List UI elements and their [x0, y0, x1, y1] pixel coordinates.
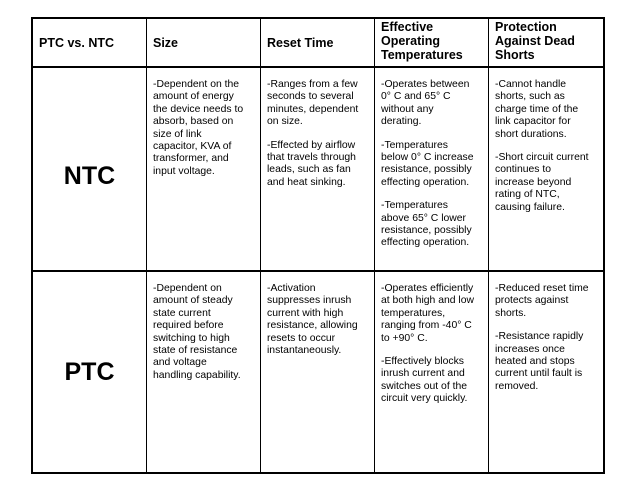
cell-paragraph: -Effectively blocks inrush current and switches out of the circuit very quickly. — [381, 356, 468, 405]
cell-paragraph: -Dependent on amount of steady state current required before switching to high state of resistance and voltage handling capability. — [153, 283, 241, 381]
header-label: Size — [153, 35, 179, 50]
row-label-ptc — [33, 272, 147, 472]
header-effective-operating-temperatures — [375, 19, 489, 68]
header-size — [147, 19, 261, 68]
cell-paragraph: -Operates between 0° C and 65° C without any derating. — [381, 79, 470, 128]
cell-paragraph: -Reduced reset time protects against shorts. — [495, 283, 589, 319]
cell-paragraph: -Effected by airflow that travels through leads, such as fan and heat sinking. — [267, 139, 356, 188]
header-label: Reset Time — [267, 35, 334, 50]
cell-ptc-temperatures — [375, 272, 489, 472]
cell-paragraph: -Short circuit current continues to increase beyond rating of NTC, causing failure. — [495, 152, 589, 213]
row-label-ntc — [33, 68, 147, 272]
header-protection-against-dead-shorts — [489, 19, 603, 68]
cell-paragraph: -Resistance rapidly increases once heated and stops current until fault is removed. — [495, 331, 584, 392]
cell-ptc-size — [147, 272, 261, 472]
header-label: Protection Against Dead Shorts — [495, 20, 575, 62]
cell-paragraph: -Ranges from a few seconds to several minutes, dependent on size. — [267, 79, 359, 128]
cell-ntc-temperatures — [375, 68, 489, 272]
cell-ntc-reset-time — [261, 68, 375, 272]
cell-paragraph: -Cannot handle shorts, such as charge time of the link capacitor for short durations. — [495, 79, 579, 140]
comparison-table — [31, 17, 605, 474]
header-ptc-vs-ntc — [33, 19, 147, 68]
cell-ptc-reset-time — [261, 272, 375, 472]
cell-paragraph: -Temperatures below 0° C increase resistance, possibly effecting operation. — [381, 139, 474, 188]
row-label-text: PTC — [64, 357, 115, 386]
cell-ptc-dead-shorts — [489, 272, 603, 472]
header-reset-time — [261, 19, 375, 68]
header-label: PTC vs. NTC — [39, 35, 115, 50]
cell-paragraph: -Operates efficiently at both high and low temperatures, ranging from -40° C to +90° C. — [381, 283, 475, 344]
cell-paragraph: -Dependent on the amount of energy the device needs to absorb, based on size of link capacitor, KVA of transformer, and input voltage. — [153, 79, 244, 177]
header-label: Effective Operating Temperatures — [381, 20, 463, 62]
cell-paragraph: -Temperatures above 65° C lower resistance, possibly effecting operation. — [381, 200, 472, 249]
row-label-text: NTC — [63, 161, 116, 190]
cell-ntc-dead-shorts — [489, 68, 603, 272]
cell-paragraph: -Activation suppresses inrush current with high resistance, allowing resets to occur instantaneously. — [267, 283, 358, 357]
cell-ntc-size — [147, 68, 261, 272]
